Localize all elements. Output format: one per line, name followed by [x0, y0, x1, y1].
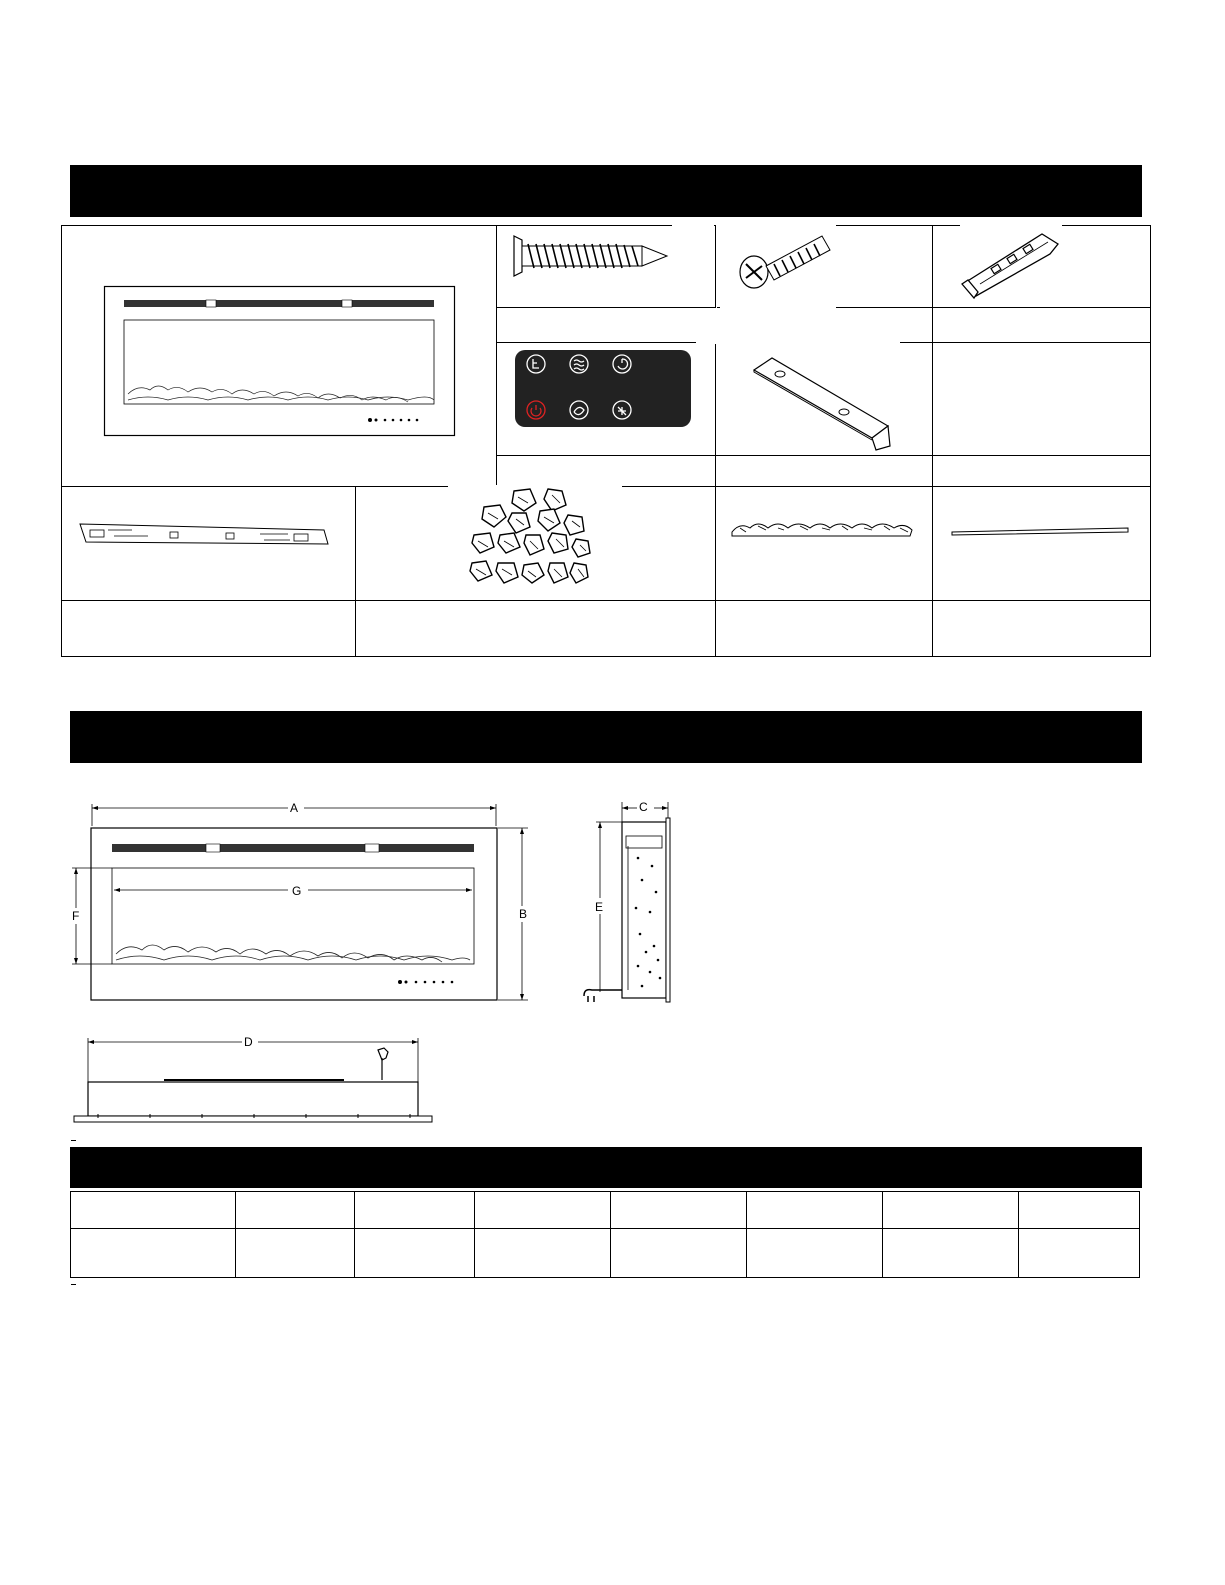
table-cell [474, 1192, 611, 1229]
label-gap [720, 306, 836, 309]
grid-line [715, 342, 716, 657]
table-cell [354, 1229, 474, 1278]
label-gap [716, 341, 900, 344]
table-cell [71, 1229, 236, 1278]
table-cell [747, 1229, 883, 1278]
label-gap [672, 224, 714, 227]
dimension-label-c: C [639, 800, 648, 814]
log-set-icon [730, 516, 916, 538]
machine-screw-icon [736, 226, 836, 296]
crystal-media-icon [466, 487, 596, 595]
table-cell [611, 1192, 747, 1229]
dimension-label-f: F [72, 909, 80, 923]
grid-line [496, 225, 497, 486]
table-cell [1019, 1229, 1140, 1278]
dimension-label-d: D [244, 1035, 253, 1049]
wall-mount-bracket-icon [78, 520, 330, 550]
grid-line [61, 600, 1151, 601]
dimension-label-e: E [595, 900, 604, 914]
spec-section-bar [70, 1147, 1142, 1188]
grid-line [932, 225, 933, 657]
grid-line [715, 455, 716, 486]
remote-control-icon [514, 349, 692, 429]
wall-anchor-icon [958, 228, 1068, 300]
l-bracket-icon [750, 350, 895, 450]
fireplace-front-icon [104, 286, 456, 438]
table-cell [71, 1192, 236, 1229]
label-gap [716, 300, 717, 310]
table-cell [747, 1192, 883, 1229]
table-cell [883, 1229, 1019, 1278]
table-cell [883, 1192, 1019, 1229]
dimensions-section-bar [70, 711, 1142, 763]
table-cell [611, 1229, 747, 1278]
trim-strip-icon [950, 526, 1130, 536]
grid-line [355, 486, 356, 657]
label-gap [716, 224, 836, 227]
grid-line [715, 225, 716, 307]
dimension-label-g: G [292, 884, 302, 898]
table-cell [1019, 1192, 1140, 1229]
label-gap [696, 341, 716, 344]
front-dimension-drawing [68, 796, 538, 1008]
parts-section-bar [70, 165, 1142, 217]
dimension-label-a: A [290, 801, 299, 815]
label-gap [960, 224, 1062, 227]
dimension-label-b: B [519, 907, 528, 921]
table-cell [235, 1229, 354, 1278]
spec-table [70, 1191, 1140, 1278]
table-cell [474, 1229, 611, 1278]
wood-screw-icon [512, 232, 672, 280]
underscore-mark [71, 1140, 76, 1141]
grid-line [497, 455, 1151, 456]
underscore-mark [71, 1284, 76, 1285]
table-cell [354, 1192, 474, 1229]
table-row [71, 1192, 1140, 1229]
table-row [71, 1229, 1140, 1278]
top-dimension-drawing [72, 1036, 442, 1126]
table-cell [235, 1192, 354, 1229]
